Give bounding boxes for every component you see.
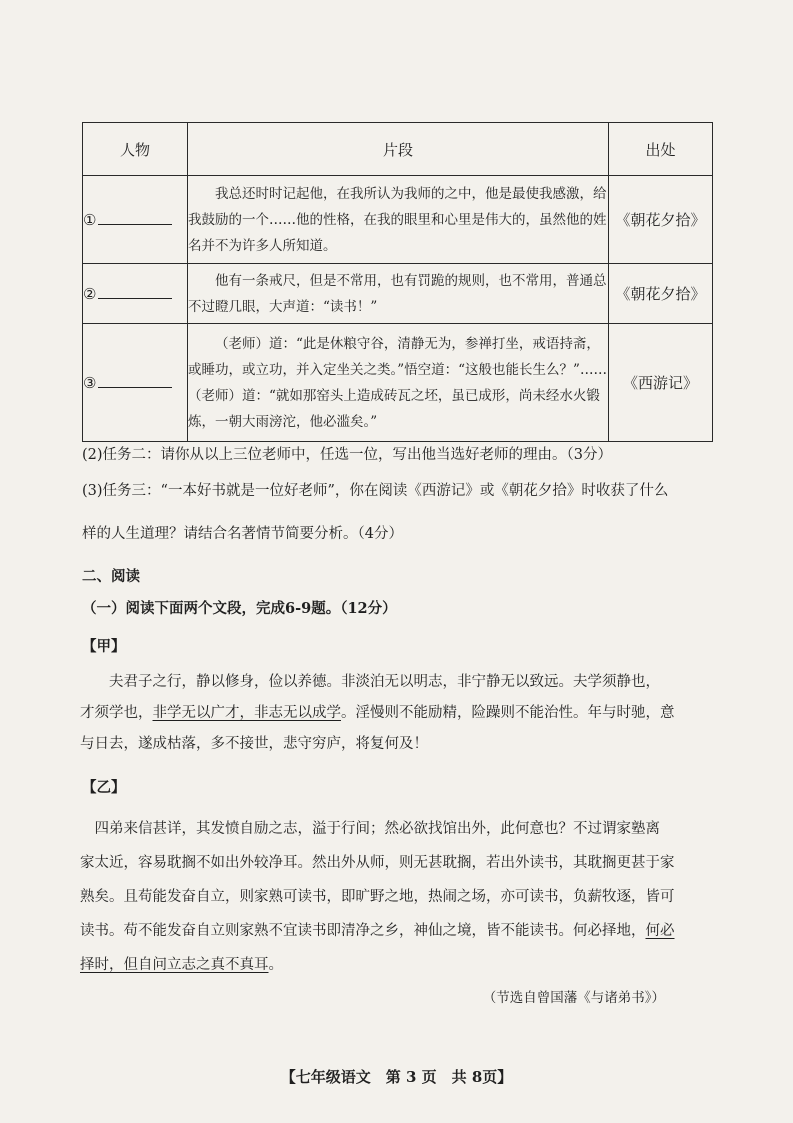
task-2: (2)任务二：请你从以上三位老师中，任选一位，写出他当选好老师的理由。（3分） xyxy=(82,447,613,463)
jia-text: 。淫慢则不能励精，险躁则不能治性。年与时驰，意 xyxy=(341,705,675,721)
table-row xyxy=(83,324,713,442)
answer-blank[interactable] xyxy=(98,212,172,225)
answer-blank[interactable] xyxy=(98,375,172,388)
yi-text: 。 xyxy=(268,957,283,973)
task-3-line1: (3)任务三：“一本好书就是一位好老师”，你在阅读《西游记》或《朝花夕拾》时收获了什么 xyxy=(82,483,669,499)
table-row xyxy=(83,176,713,264)
row-number: ③ xyxy=(83,373,97,392)
answer-blank[interactable] xyxy=(98,286,172,299)
literature-table xyxy=(82,122,713,442)
fragment-cell: 他有一条戒尺，但是不常用，也有罚跪的规则，也不常用，普通总不过瞪几眼，大声道：“读书！” xyxy=(188,264,609,324)
source-cell: 《西游记》 xyxy=(609,324,713,442)
task-3-line2: 样的人生道理？请结合名著情节简要分析。（4分） xyxy=(82,526,403,542)
jia-passage xyxy=(80,667,690,760)
header-person: 人物 xyxy=(83,123,188,176)
passage-source: （节选自曾国藩《与诸弟书》） xyxy=(482,990,665,1006)
yi-underlined: 择时，但自问立志之真不真耳 xyxy=(80,957,269,973)
person-cell xyxy=(83,176,188,264)
jia-underlined: 非学无以广才，非志无以成学 xyxy=(152,705,341,721)
jia-line: 夫君子之行，静以修身，俭以养德。非淡泊无以明志，非宁静无以致远。夫学须静也， xyxy=(109,674,660,690)
yi-label: 【乙】 xyxy=(82,779,126,796)
yi-line: 四弟来信甚详，其发愤自励之志，溢于行间；然必欲找馆出外，此何意也？不过谓家塾离 xyxy=(94,821,660,837)
jia-line: 与日去，遂成枯落，多不接世，悲守穷庐，将复何及！ xyxy=(80,736,428,752)
jia-line xyxy=(80,698,690,729)
page-footer: 【七年级语文 第 3 页 共 8页】 xyxy=(280,1068,513,1086)
header-source: 出处 xyxy=(609,123,713,176)
yi-line: 家太近，容易耽搁不如出外较净耳。然出外从师，则无甚耽搁，若出外读书，其耽搁更甚于家 xyxy=(80,855,675,871)
section-subtitle: （一）阅读下面两个文段，完成6-9题。（12分） xyxy=(82,600,397,617)
header-fragment: 片段 xyxy=(188,123,609,176)
source-cell: 《朝花夕拾》 xyxy=(609,264,713,324)
yi-underlined: 何必 xyxy=(645,923,675,939)
table-header-row xyxy=(83,123,713,176)
row-number: ① xyxy=(83,210,97,229)
jia-text: 才须学也， xyxy=(80,705,153,721)
section-title: 二、阅读 xyxy=(82,568,140,585)
fragment-cell: 我总还时时记起他，在我所认为我师的之中，他是最使我感激，给我鼓励的一个……他的性格，在我的眼里和心里是伟大的，虽然他的姓名并不为许多人所知道。 xyxy=(188,176,609,264)
jia-label: 【甲】 xyxy=(82,638,126,655)
source-cell: 《朝花夕拾》 xyxy=(609,176,713,264)
row-number: ② xyxy=(83,284,97,303)
person-cell xyxy=(83,324,188,442)
fragment-cell: （老师）道：“此是休粮守谷，清静无为，参禅打坐，戒语持斋，或睡功，或立功，并入定坐关之类。”悟空道：“这般也能长生么？”……（老师）道：“就如那窑头上造成砖瓦之坯，虽已成形，尚未经水火锻炼，一朝大雨滂沱，他必滥矣。” xyxy=(188,324,609,442)
yi-line: 熟矣。且苟能发奋自立，则家熟可读书，即旷野之地，热闹之场，亦可读书，负薪牧逐，皆可 xyxy=(80,889,675,905)
yi-line xyxy=(80,948,690,982)
yi-text: 读书。苟不能发奋自立则家熟不宜读书即清净之乡，神仙之境，皆不能读书。何必择地， xyxy=(80,923,646,939)
person-cell xyxy=(83,264,188,324)
yi-passage xyxy=(80,812,690,982)
table-row xyxy=(83,264,713,324)
yi-line xyxy=(80,914,690,948)
